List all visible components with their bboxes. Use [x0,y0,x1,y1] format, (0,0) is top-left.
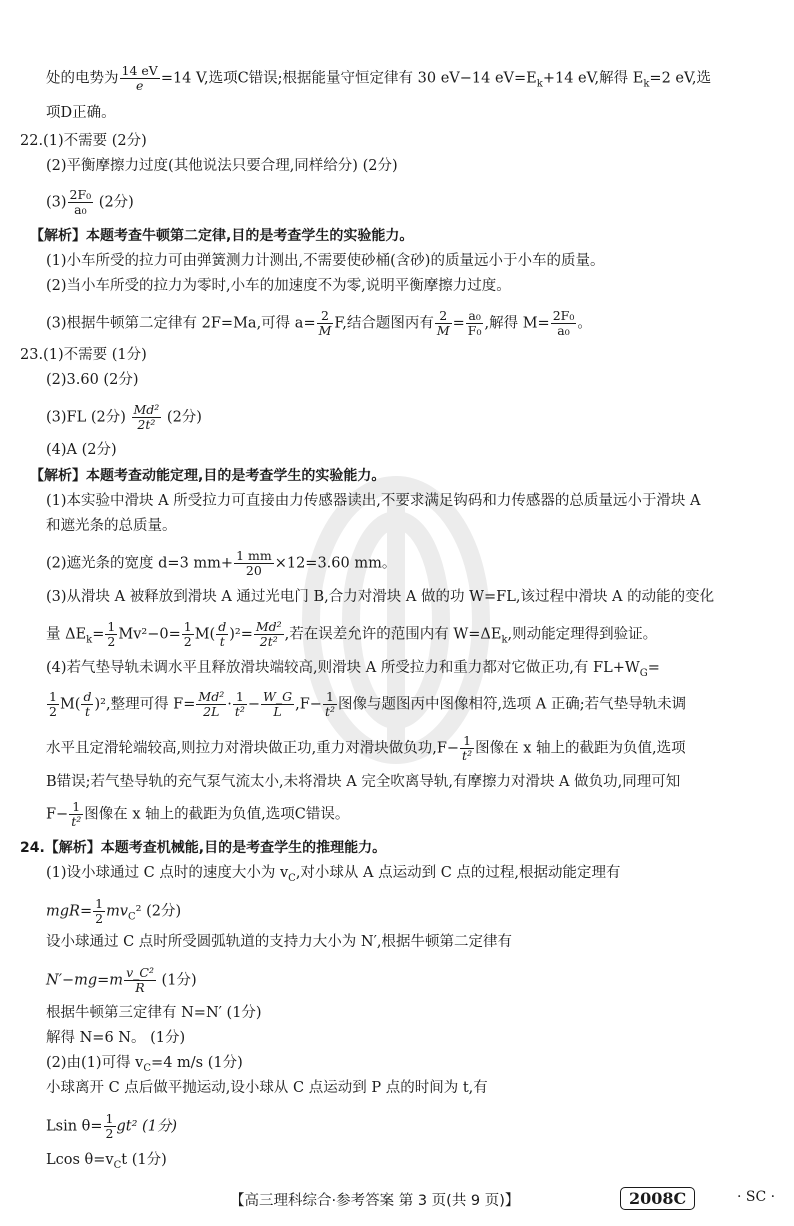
text-line: (4)A (2分) [46,442,117,458]
denominator: t² [71,814,82,829]
fraction [254,620,284,649]
fraction [216,620,228,649]
denominator: t² [462,748,473,763]
text-line: (2)当小车所受的拉力为零时,小车的加速度不为零,说明平衡摩擦力过度。 [46,278,511,294]
text-line [46,658,660,684]
text-line: (3)从滑块 A 被释放到滑块 A 通过光电门 B,合力对滑块 A 做的功 W=FL,该过程中滑块 A 的动能的变化 [46,589,715,605]
text-run: +14 eV,解得 E [542,70,644,87]
numerator: 1 [460,734,474,749]
denominator: a₀ [557,323,570,338]
denominator: 2 [49,704,57,719]
denominator: t [84,704,90,719]
text-run: mgR= [46,903,93,920]
fraction [132,403,162,432]
exam-code-badge: 2008C [620,1187,695,1210]
denominator: 2L [203,704,220,719]
fraction [47,690,59,719]
text-run: t (1分) [121,1152,167,1168]
numerator: Md² [133,402,160,417]
denominator: 2 [107,634,116,649]
subscript: k [501,634,508,646]
text-run: = [452,315,465,332]
denominator: t [219,634,225,649]
text-run: = [647,660,660,676]
text-run: (1分) [156,972,197,989]
text-run: M( [59,696,81,713]
numerator: 1 [323,690,337,705]
text-run: ,若在误差允许的范围内有 W=ΔE [284,626,502,643]
subscript: k [86,634,93,646]
text-run: 图像在 x 轴上的截距为负值,选项 [475,740,686,757]
text-line: 小球离开 C 点后做平抛运动,设小球从 C 点运动到 P 点的时间为 t,有 [46,1080,488,1096]
text-run: )²,整理可得 F= [94,696,196,713]
denominator: 2t² [137,417,156,432]
numerator: 1 mm [236,548,272,563]
numerator: 1 [49,689,57,704]
text-run: Lsin θ= [46,1118,103,1135]
text-run: = [92,626,105,643]
text-line [46,64,711,94]
fraction [233,690,247,719]
text-run: =4 m/s (1分) [151,1055,243,1071]
numerator: 1 [183,619,192,634]
text-run: (2)由(1)可得 v [46,1055,144,1071]
numerator: 2F₀ [69,187,92,202]
text-run: Mv²−0= [118,626,181,643]
text-run: ² (2分) [135,903,182,920]
text-run: ×12=3.60 mm。 [274,555,397,572]
subscript: C [113,1159,122,1171]
text-run: ,则动能定理得到验证。 [507,626,658,643]
fraction [69,800,83,829]
denominator: e [135,78,144,93]
text-run: (2分) [162,409,202,426]
text-run: F,结合题图丙有 [334,315,434,332]
analysis-title: 【解析】本题考查动能定理,目的是考查学生的实验能力。 [30,468,386,484]
numerator: 2 [317,309,334,324]
text-line [46,863,621,889]
denominator: M [318,323,332,338]
numerator: a₀ [466,309,484,324]
denominator: 2 [183,634,192,649]
text-line: 解得 N=6 N。 (1分) [46,1030,186,1046]
subscript: k [643,78,650,90]
subscript: C [128,911,136,923]
denominator: 2 [95,911,104,926]
text-line: 设小球通过 C 点时所受圆弧轨道的支持力大小为 N′,根据牛顿第二定律有 [46,934,513,950]
region-tag: · SC · [737,1189,776,1205]
text-line [46,966,197,995]
text-line [46,1112,177,1141]
text-run: Lcos θ=v [46,1152,114,1168]
text-run: (2分) [94,194,134,211]
fraction [196,690,226,719]
text-run: (3)根据牛顿第二定律有 2F=Ma,可得 a= [46,315,316,332]
text-run: mv [106,903,129,920]
numerator: Md² [198,689,225,704]
text-line: 和遮光条的总质量。 [46,518,177,534]
text-run: 图像与题图丙中图像相符,选项 A 正确;若气垫导轨未调 [337,696,687,713]
text-line: (2)平衡摩擦力过度(其他说法只要合理,同样给分) (2分) [46,158,398,174]
text-line [46,734,686,763]
text-line [46,188,134,217]
denominator: L [273,704,282,719]
fraction [182,620,194,649]
text-run: )²= [229,626,253,643]
subscript: k [536,78,543,90]
text-line: (1)本实验中滑块 A 所受拉力可直接由力传感器读出,不要求满足钩码和力传感器的总质量远小于滑块 A [46,493,701,509]
text-run: =2 eV,选 [649,70,712,87]
fraction [317,309,334,338]
fraction [551,309,577,338]
numerator: 2 [435,309,452,324]
text-run: M( [194,626,216,643]
text-run: ,F− [295,696,322,713]
text-run: 水平且定滑轮端较高,则拉力对滑块做正功,重力对滑块做负功,F− [46,740,460,757]
text-run: ,解得 M= [484,315,550,332]
numerator: 1 [107,619,116,634]
text-line [46,403,202,432]
fraction [261,690,294,719]
text-line [46,897,181,927]
subscript: C [143,1062,152,1074]
text-run: 处的电势为 [46,70,119,87]
fraction [68,188,94,217]
numerator: v_C² [126,965,154,980]
denominator: 2t² [259,634,278,649]
fraction [93,897,105,926]
numerator: d [218,619,227,634]
question-24-title: 24.【解析】本题考查机械能,目的是考查学生的推理能力。 [20,840,387,856]
numerator: 1 [233,690,247,705]
fraction [460,734,474,763]
subscript: C [288,872,296,884]
text-run: (3) [46,194,67,211]
text-line: B错误;若气垫导轨的充气泵气流太小,未将滑块 A 完全吹离导轨,有摩擦力对滑块 A 做负功,同理可知 [46,774,681,790]
text-run: 量 ΔE [46,626,87,643]
denominator: a₀ [74,202,87,217]
denominator: t² [324,704,335,719]
text-run: 。 [577,315,592,332]
text-line [46,309,592,338]
analysis-title: 【解析】本题考查牛顿第二定律,目的是考查学生的实验能力。 [30,228,414,244]
fraction [323,690,337,719]
text-line: (1)小车所受的拉力可由弹簧测力计测出,不需要使砂桶(含砂)的质量远小于小车的质量。 [46,253,605,269]
fraction [120,64,160,93]
text-line [46,1150,167,1176]
fraction [81,690,93,719]
text-line [46,1053,243,1079]
text-line: 根据牛顿第三定律有 N=N′ (1分) [46,1005,262,1021]
text-line: (2)3.60 (2分) [46,372,139,388]
fraction [105,620,117,649]
numerator: 1 [95,896,104,911]
denominator: t² [234,704,245,719]
fraction [124,966,156,995]
denominator: F₀ [467,323,482,338]
text-line [46,800,349,829]
fraction [435,309,452,338]
numerator: Md² [255,619,282,634]
denominator: 20 [245,563,262,578]
text-run: ,对小球从 A 点运动到 C 点的过程,根据动能定理有 [295,865,621,881]
page-footer [0,1187,794,1211]
numerator: 1 [69,800,83,815]
numerator: 1 [105,1111,114,1126]
fraction [466,309,484,338]
text-run: (4)若气垫导轨未调水平且释放滑块端较高,则滑块 A 所受拉力和重力都对它做正功,有 FL+W [46,660,640,676]
text-run: (1)设小球通过 C 点时的速度大小为 v [46,865,289,881]
text-run: 图像在 x 轴上的截距为负值,选项C错误。 [84,806,350,823]
numerator: W_G [263,689,293,704]
text-line [46,549,396,578]
text-line: 项D正确。 [46,105,116,121]
text-run: gt² (1分) [116,1118,178,1135]
question-23: 23.(1)不需要 (1分) [20,347,147,363]
numerator: d [83,689,92,704]
footer-title: 【高三理科综合·参考答案 第 3 页(共 9 页)】 [230,1193,520,1209]
text-run: − [247,696,261,713]
text-run: (2)遮光条的宽度 d=3 mm+ [46,555,234,572]
text-run: =14 V,选项C错误;根据能量守恒定律有 30 eV−14 eV=E [160,70,537,87]
fraction [104,1112,116,1141]
text-run: · [227,696,232,713]
text-line [46,620,657,650]
numerator: 14 eV [121,63,158,78]
denominator: M [436,323,450,338]
numerator: 2F₀ [552,308,575,323]
question-22: 22.(1)不需要 (2分) [20,133,147,149]
text-run: (3)FL (2分) [46,409,131,426]
denominator: 2 [105,1126,114,1141]
text-line [46,690,686,719]
text-run: N′−mg=m [46,972,124,989]
text-run: F− [46,806,69,823]
denominator: R [135,980,145,995]
subscript: G [639,667,648,679]
fraction [234,549,274,578]
